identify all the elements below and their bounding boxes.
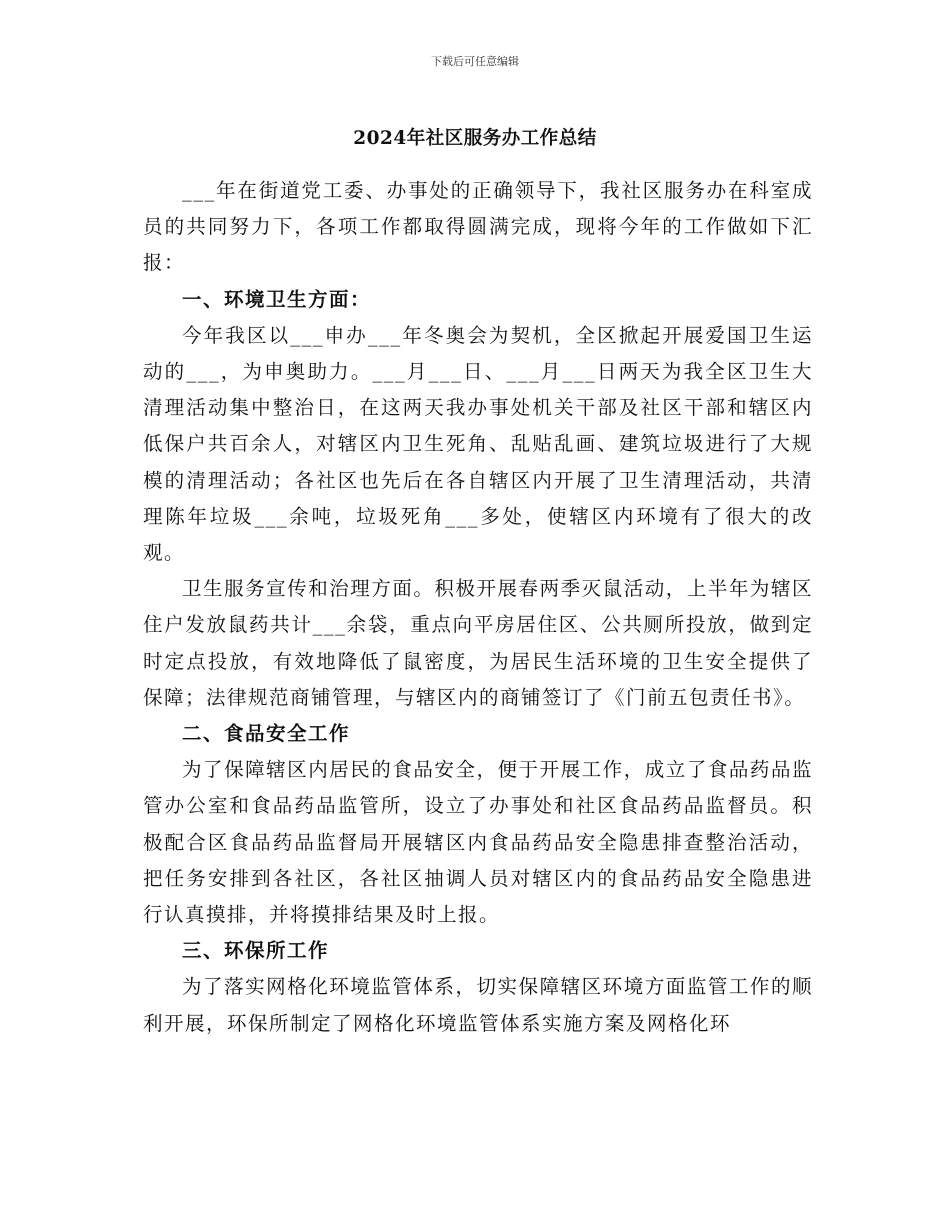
section-heading-food-safety: 二、食品安全工作 bbox=[182, 722, 351, 746]
document-body bbox=[143, 173, 813, 1042]
intro-paragraph: ___年在街道党工委、办事处的正确领导下，我社区服务办在科室成员的共同努力下，各项工作都取得圆满完成，现将今年的工作做如下汇报： bbox=[143, 179, 813, 275]
food-safety-paragraph: 为了保障辖区内居民的食品安全，便于开展工作，成立了食品药品监管办公室和食品药品监管所，设立了办事处和社区食品药品监督员。积极配合区食品药品监督局开展辖区内食品药品安全隐患排查整治活动，把任务安排到各社区，各社区抽调人员对辖区内的食品药品安全隐患进行认真摸排，并将摸排结果及时上报。 bbox=[143, 758, 813, 927]
sanitation-paragraph: 卫生服务宣传和治理方面。积极开展春两季灭鼠活动，上半年为辖区住户发放鼠药共计___余袋，重点向平房居住区、公共厕所投放，做到定时定点投放，有效地降低了鼠密度，为居民生活环境的卫生安全提供了保障；法律规范商铺管理，与辖区内的商铺签订了《门前五包责任书》。 bbox=[143, 577, 813, 709]
environment-paragraph: 今年我区以___申办___年冬奥会为契机，全区掀起开展爱国卫生运动的___，为申奥助力。___月___日、___月___日两天为我全区卫生大清理活动集中整治日，在这两天我办事处机关干部及社区干部和辖区内低保户共百余人，对辖区内卫生死角、乱贴乱画、建筑垃圾进行了大规模的清理活动；各社区也先后在各自辖区内开展了卫生清理活动，共清理陈年垃圾___余吨，垃圾死角___多处，使辖区内环境有了很大的改观。 bbox=[143, 323, 813, 565]
header-note: 下载后可任意编辑 bbox=[431, 55, 519, 68]
environmental-protection-paragraph: 为了落实网格化环境监管体系，切实保障辖区环境方面监管工作的顺利开展，环保所制定了网格化环境监管体系实施方案及网格化环 bbox=[143, 975, 813, 1035]
section-heading-environment: 一、环境卫生方面： bbox=[182, 287, 372, 311]
document-title: 2024年社区服务办工作总结 bbox=[353, 128, 597, 149]
section-heading-environmental-protection: 三、环保所工作 bbox=[182, 939, 330, 963]
